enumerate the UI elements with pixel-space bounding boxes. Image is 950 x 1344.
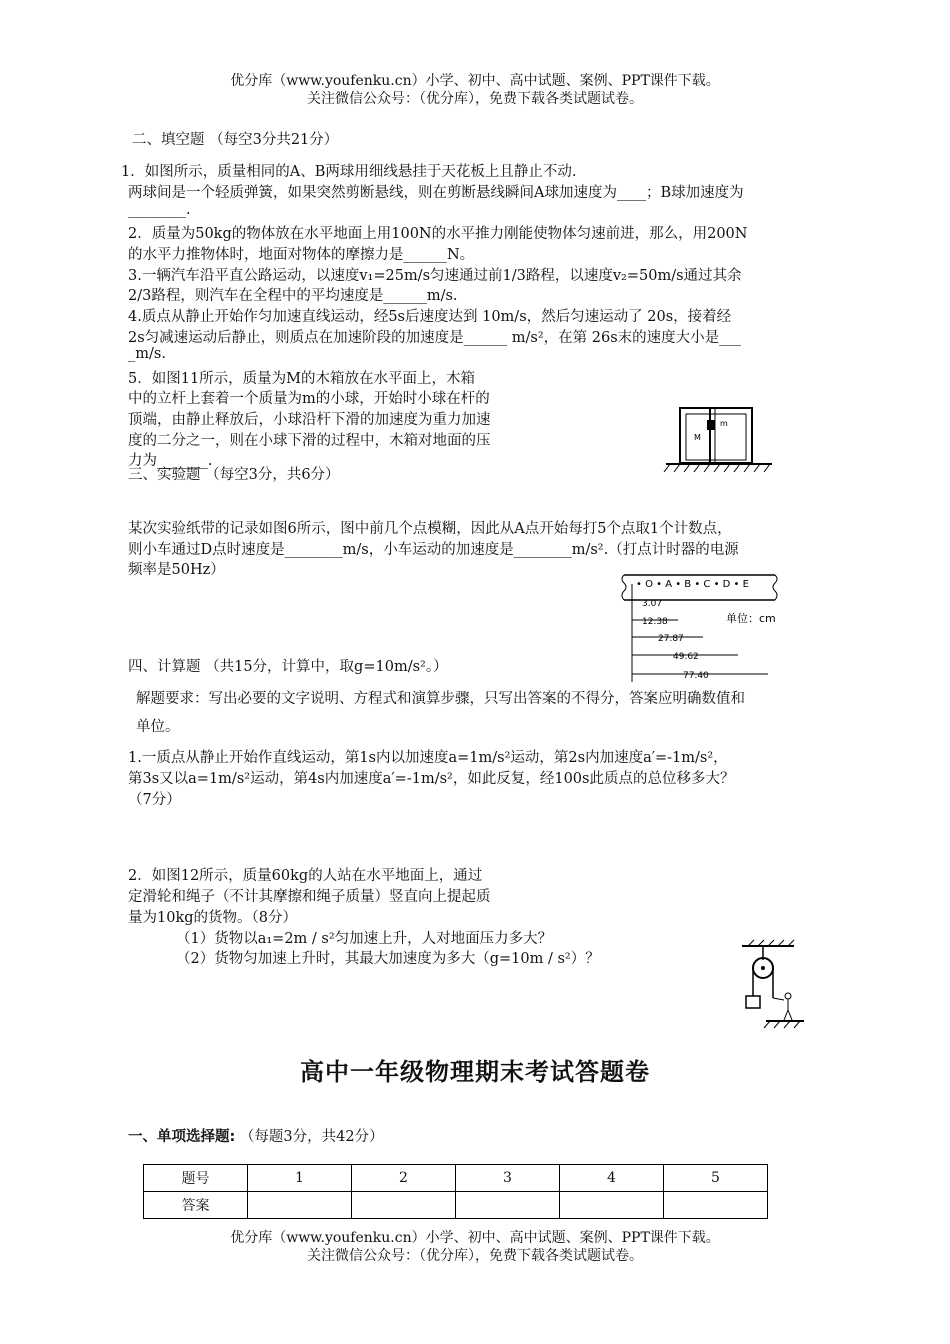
q3-line1: 3.一辆汽车沿平直公路运动，以速度v₁=25m/s匀速通过前1/3路程，以速度v₂=50m/s通过其余 bbox=[128, 268, 742, 284]
q3-line2: 2/3路程，则汽车在全程中的平均速度是______m/s. bbox=[128, 288, 458, 304]
measure-49-62: 49.62 bbox=[673, 652, 699, 662]
q5-line3: 顶端，由静止释放后，小球沿杆下滑的加速度为重力加速 bbox=[128, 412, 491, 428]
q1-line1: 1．如图所示，质量相同的A、B两球用细线悬挂于天花板上且静止不动. bbox=[121, 164, 577, 180]
label-m: m bbox=[720, 419, 728, 428]
exp-line2: 则小车通过D点时速度是________m/s，小车运动的加速度是________m/s².（打点计时器的电源 bbox=[128, 542, 739, 558]
header-line-2: 关注微信公众号：（优分库），免费下载各类试题试卷。 bbox=[307, 91, 643, 107]
footer-line-2: 关注微信公众号：（优分库），免费下载各类试题试卷。 bbox=[307, 1248, 643, 1264]
header-line-1: 优分库（www.youfenku.cn）小学、初中、高中试题、案例、PPT课件下载。 bbox=[230, 73, 720, 89]
q5-line4: 度的二分之一，则在小球下滑的过程中，木箱对地面的压 bbox=[128, 433, 491, 449]
q2-line1: 2．质量为50kg的物体放在水平地面上用100N的水平推力刚能使物体匀速前进，那么，用200N bbox=[128, 226, 748, 242]
requirement-line2: 单位。 bbox=[136, 719, 180, 735]
measure-12-38: 12.38 bbox=[642, 617, 668, 627]
answer-cell[interactable] bbox=[352, 1192, 456, 1219]
answer-cell[interactable] bbox=[456, 1192, 560, 1219]
calc-q1-line1: 1.一质点从静止开始作直线运动，第1s内以加速度a=1m/s²运动，第2s内加速度a′=-1m/s²， bbox=[128, 750, 728, 766]
table-row bbox=[144, 1192, 768, 1219]
q4-line2: 2s匀减速运动后静止，则质点在加速阶段的加速度是______ m/s²，在第 26s末的速度大小是___ bbox=[128, 330, 741, 346]
ball bbox=[707, 420, 715, 430]
measure-77-40: 77.40 bbox=[683, 671, 709, 681]
calc-q2-line1: 2．如图12所示，质量60kg的人站在水平地面上，通过 bbox=[128, 868, 483, 884]
q5-line5: 力为_______. bbox=[128, 453, 213, 469]
box-figure bbox=[660, 400, 780, 480]
q5-line2: 中的立杆上套着一个质量为m的小球，开始时小球在杆的 bbox=[128, 391, 490, 407]
q2-line2: 的水平力推物体时，地面对物体的摩擦力是______N。 bbox=[128, 247, 475, 263]
q1-line2: 两球间是一个轻质弹簧，如果突然剪断悬线，则在剪断悬线瞬间A球加速度为____；B球加速度为 bbox=[128, 185, 744, 201]
answer-section1-heading: 一、单项选择题: bbox=[128, 1129, 236, 1145]
table-cell: 1 bbox=[248, 1165, 352, 1192]
table-cell: 2 bbox=[352, 1165, 456, 1192]
answer-table bbox=[143, 1164, 768, 1219]
calc-q2-line2: 定滑轮和绳子（不计其摩擦和绳子质量）竖直向上提起质 bbox=[128, 889, 491, 905]
table-cell: 4 bbox=[560, 1165, 664, 1192]
measure-3-07: 3.07 bbox=[642, 599, 663, 609]
calc-q1-line2: 第3s又以a=1m/s²运动，第4s内加速度a′=-1m/s²，如此反复，经100s此质点的总位移多大？ bbox=[128, 771, 735, 787]
answer-section1-note: （每题3分，共42分） bbox=[239, 1129, 384, 1145]
q4-line3: _m/s. bbox=[128, 346, 166, 362]
pulley-figure bbox=[738, 938, 808, 1030]
answer-section1 bbox=[128, 1125, 384, 1146]
tape-figure bbox=[618, 570, 793, 685]
requirement-line1: 解题要求：写出必要的文字说明、方程式和演算步骤，只写出答案的不得分，答案应明确数值和 bbox=[136, 691, 745, 707]
table-cell: 答案 bbox=[144, 1192, 248, 1219]
answer-cell[interactable] bbox=[664, 1192, 768, 1219]
table-cell: 题号 bbox=[144, 1165, 248, 1192]
box-outer bbox=[680, 408, 752, 463]
exp-line3: 频率是50Hz） bbox=[128, 562, 225, 578]
answer-cell[interactable] bbox=[248, 1192, 352, 1219]
answer-sheet-title: 高中一年级物理期末考试答题卷 bbox=[300, 1058, 650, 1086]
label-M: M bbox=[694, 433, 701, 442]
calc-q1-line3: （7分） bbox=[128, 792, 181, 808]
exp-line1: 某次实验纸带的记录如图6所示，图中前几个点模糊，因此从A点开始每打5个点取1个计数点， bbox=[128, 521, 732, 537]
section3-heading: 三、实验题 （每空3分，共6分） bbox=[128, 467, 340, 483]
q5-line1: 5．如图11所示，质量为M的木箱放在水平面上，木箱 bbox=[128, 371, 476, 387]
tape-points: • O • A • B • C • D • E bbox=[636, 579, 749, 590]
section2-heading: 二、填空题 （每空3分共21分） bbox=[132, 132, 339, 148]
answer-cell[interactable] bbox=[560, 1192, 664, 1219]
footer-line-1: 优分库（www.youfenku.cn）小学、初中、高中试题、案例、PPT课件下载。 bbox=[230, 1230, 720, 1246]
table-cell: 5 bbox=[664, 1165, 768, 1192]
calc-q2-sub2: （2）货物匀加速上升时，其最大加速度为多大（g=10m / s²）？ bbox=[176, 951, 600, 967]
measure-27-87: 27.87 bbox=[658, 634, 684, 644]
unit-label: 单位：cm bbox=[726, 612, 776, 625]
table-cell: 3 bbox=[456, 1165, 560, 1192]
table-row bbox=[144, 1165, 768, 1192]
section4-heading: 四、计算题 （共15分，计算中，取g=10m/s²。） bbox=[128, 659, 448, 675]
cargo bbox=[746, 996, 760, 1008]
person-head bbox=[785, 993, 791, 999]
calc-q2-sub1: （1）货物以a₁=2m / s²匀加速上升，人对地面压力多大？ bbox=[176, 931, 553, 947]
q4-line1: 4.质点从静止开始作匀加速直线运动，经5s后速度达到 10m/s，然后匀速运动了 20s，接着经 bbox=[128, 309, 732, 325]
calc-q2-line3: 量为10kg的货物。（8分） bbox=[128, 910, 297, 926]
q1-line3: ________. bbox=[128, 202, 191, 218]
